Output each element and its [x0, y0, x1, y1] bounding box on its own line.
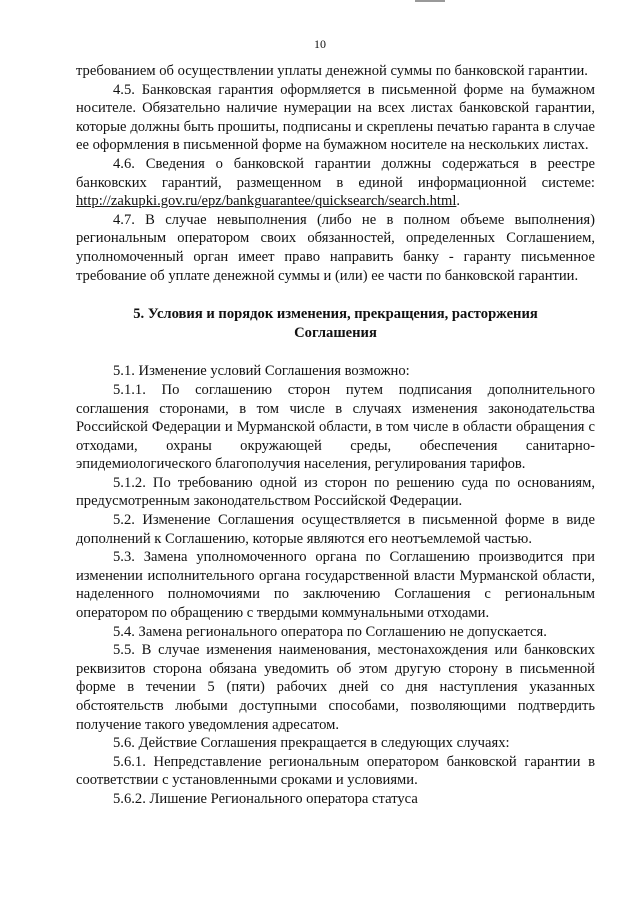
paragraph-5-4: 5.4. Замена регионального оператора по Соглашению не допускается. — [113, 623, 547, 640]
paragraph-5-6: 5.6. Действие Соглашения прекращается в следующих случаях: — [113, 735, 510, 752]
document-body — [76, 62, 595, 809]
page-number: 10 — [314, 37, 326, 51]
paragraph-5-3: 5.3. Замена уполномоченного органа по Соглашению производится при изменении исполнительного органа государственной власти Мурманской области, наделенного полномочиями по заключению Соглашения с региональным оператором по обращению с твердыми коммунальными отходами. — [76, 549, 595, 622]
paragraph-4-5: 4.5. Банковская гарантия оформляется в письменной форме на бумажном носителе. Обязательно наличие нумерации на всех листах банковской гарантии, которые должны быть прошиты, подписаны и скреплены печатью гаранта в случае ее оформления в письменной форме на бумажном носителе на нескольких листах. — [76, 81, 595, 154]
registry-link[interactable]: http://zakupki.gov.ru/epz/bankguarantee/quicksearch/search.html — [76, 193, 457, 210]
paragraph-4-7: 4.7. В случае невыполнения (либо не в полном объеме выполнения) региональным оператором своих обязанностей, определенных Соглашением, уполномоченный орган имеет право направить банку - гаранту письменное требование об уплате денежной суммы и (или) ее части по банковской гарантии. — [76, 211, 595, 284]
paragraph-4-6-end: . — [456, 193, 461, 210]
paragraph-4-6-text: 4.6. Сведения о банковской гарантии должны содержаться в реестре банковских гарантий, размещенном в единой информационной системе: — [76, 155, 595, 191]
paragraph-5-6-2: 5.6.2. Лишение Регионального оператора статуса — [113, 790, 418, 807]
paragraph-4-6 — [76, 155, 595, 211]
paragraph-5-1: 5.1. Изменение условий Соглашения возможно: — [113, 363, 410, 380]
paragraph-5-1-1: 5.1.1. По соглашению сторон путем подписания дополнительного соглашения сторонами, в том числе в случаях изменения законодательства Российской Федерации и Мурманской области, в том числе в области обращения с отходами, охраны окружающей среды, обеспечения санитарно-эпидемиологического благополучия населения, регулирования тарифов. — [76, 381, 595, 473]
paragraph-continuation: требованием об осуществлении уплаты денежной суммы по банковской гарантии. — [76, 63, 588, 79]
paragraph-5-1-2: 5.1.2. По требованию одной из сторон по решению суда по основаниям, предусмотренным законодательством Российской Федерации. — [76, 474, 595, 510]
section-5-heading-line2: Соглашения — [294, 324, 377, 341]
paragraph-5-2: 5.2. Изменение Соглашения осуществляется в письменной форме в виде дополнений к Соглашению, которые являются его неотъемлемой частью. — [76, 512, 595, 547]
section-5-heading — [76, 305, 595, 342]
paragraph-5-5: 5.5. В случае изменения наименования, местонахождения или банковских реквизитов сторона обязана уведомить об этом другую сторону в письменной форме в течении 5 (пяти) рабочих дней со дня наступления указанных обстоятельств любыми доступными способами, позволяющими подтвердить получение такого уведомления адресатом. — [76, 642, 595, 733]
section-5-heading-line1: 5. Условия и порядок изменения, прекращения, расторжения — [133, 306, 538, 323]
paragraph-5-6-1: 5.6.1. Непредставление региональным оператором банковской гарантии в соответствии с установленными сроками и условиями. — [76, 753, 595, 789]
scan-mark — [415, 0, 445, 2]
